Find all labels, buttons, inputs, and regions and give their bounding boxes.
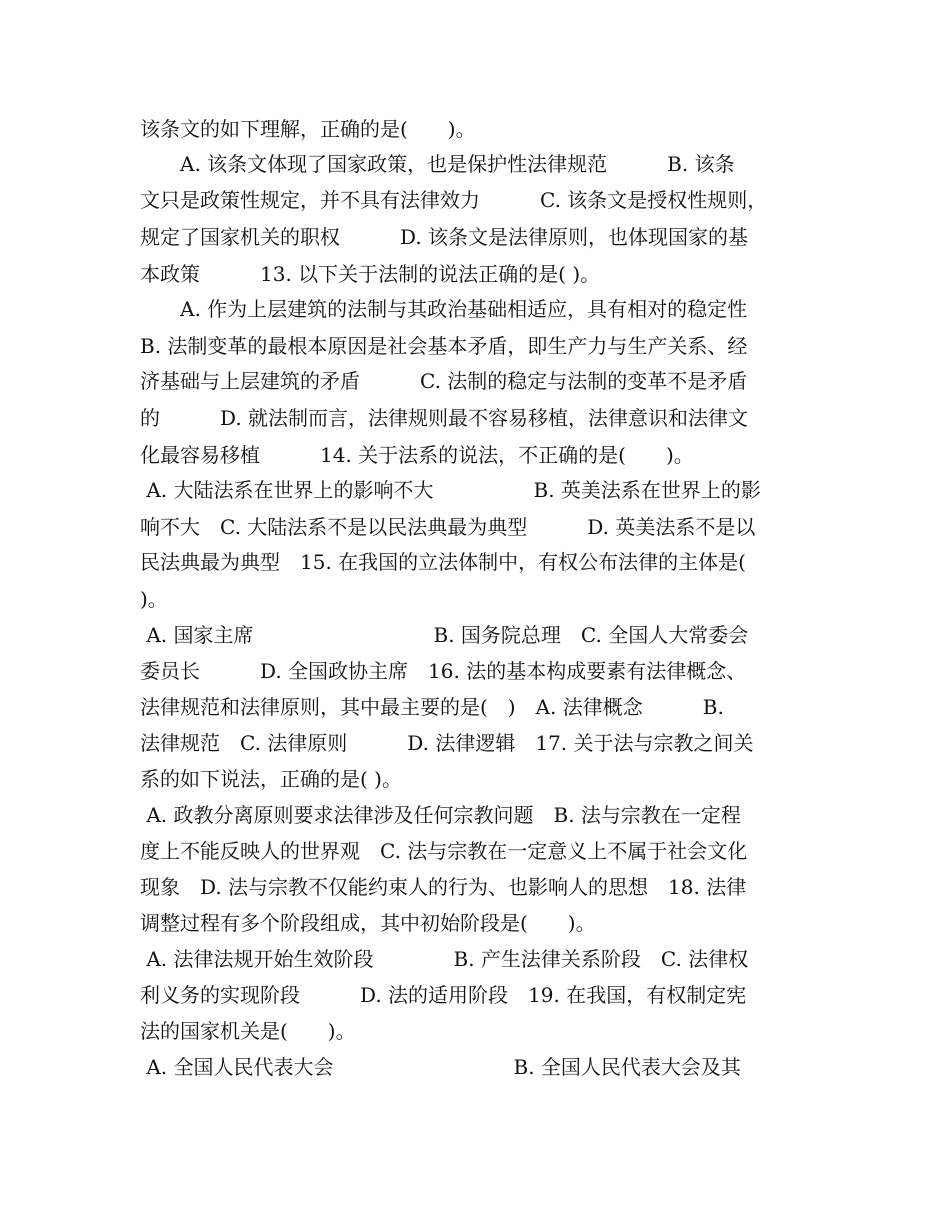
text-line: 本政策 13. 以下关于法制的说法正确的是( )。: [140, 262, 601, 286]
text-line: 化最容易移植 14. 关于法系的说法，不正确的是( )。: [140, 443, 694, 467]
text-line: 系的如下说法，正确的是( )。: [140, 767, 402, 791]
text-line: )。: [140, 587, 168, 611]
text-line: 济基础与上层建筑的矛盾 C. 法制的稳定与法制的变革不是矛盾: [140, 369, 748, 393]
text-line: 现象 D. 法与宗教不仅能约束人的行为、也影响人的思想 18. 法律: [140, 875, 747, 899]
text-line: A. 法律法规开始生效阶段 B. 产生法律关系阶段 C. 法律权: [140, 947, 749, 971]
text-line: 法律规范 C. 法律原则 D. 法律逻辑 17. 关于法与宗教之间关: [140, 731, 754, 755]
text-line: 委员长 D. 全国政协主席 16. 法的基本构成要素有法律概念、: [140, 659, 747, 683]
text-line: 该条文的如下理解，正确的是( )。: [140, 117, 476, 141]
text-line: 度上不能反映人的世界观 C. 法与宗教在一定意义上不属于社会文化: [140, 839, 748, 863]
text-line: A. 作为上层建筑的法制与其政治基础相适应，具有相对的稳定性: [140, 297, 748, 321]
text-line: 调整过程有多个阶段组成，其中初始阶段是( )。: [140, 911, 596, 935]
text-line: 利义务的实现阶段 D. 法的适用阶段 19. 在我国，有权制定宪: [140, 983, 747, 1007]
text-line: 民法典最为典型 15. 在我国的立法体制中，有权公布法律的主体是(: [140, 550, 746, 574]
text-line: A. 大陆法系在世界上的影响不大 B. 英美法系在世界上的影: [140, 478, 761, 502]
text-line: B. 法制变革的最根本原因是社会基本矛盾，即生产力与生产关系、经: [140, 334, 748, 358]
text-line: A. 国家主席 B. 国务院总理 C. 全国人大常委会: [140, 623, 749, 647]
text-line: A. 全国人民代表大会 B. 全国人民代表大会及其: [140, 1055, 741, 1079]
text-line: 法的国家机关是( )。: [140, 1019, 356, 1043]
text-line: A. 政教分离原则要求法律涉及任何宗教问题 B. 法与宗教在一定程: [140, 803, 741, 827]
text-line: 响不大 C. 大陆法系不是以民法典最为典型 D. 英美法系不是以: [140, 515, 756, 539]
text-line: 规定了国家机关的职权 D. 该条文是法律原则，也体现国家的基: [140, 225, 749, 249]
text-line: 的 D. 就法制而言，法律规则最不容易移植，法律意识和法律文: [140, 406, 749, 430]
text-line: 法律规范和法律原则，其中最主要的是( ) A. 法律概念 B.: [140, 695, 724, 719]
text-line: A. 该条文体现了国家政策，也是保护性法律规范 B. 该条: [140, 152, 735, 176]
text-line: 文只是政策性规定，并不具有法律效力 C. 该条文是授权性规则，: [140, 188, 768, 212]
